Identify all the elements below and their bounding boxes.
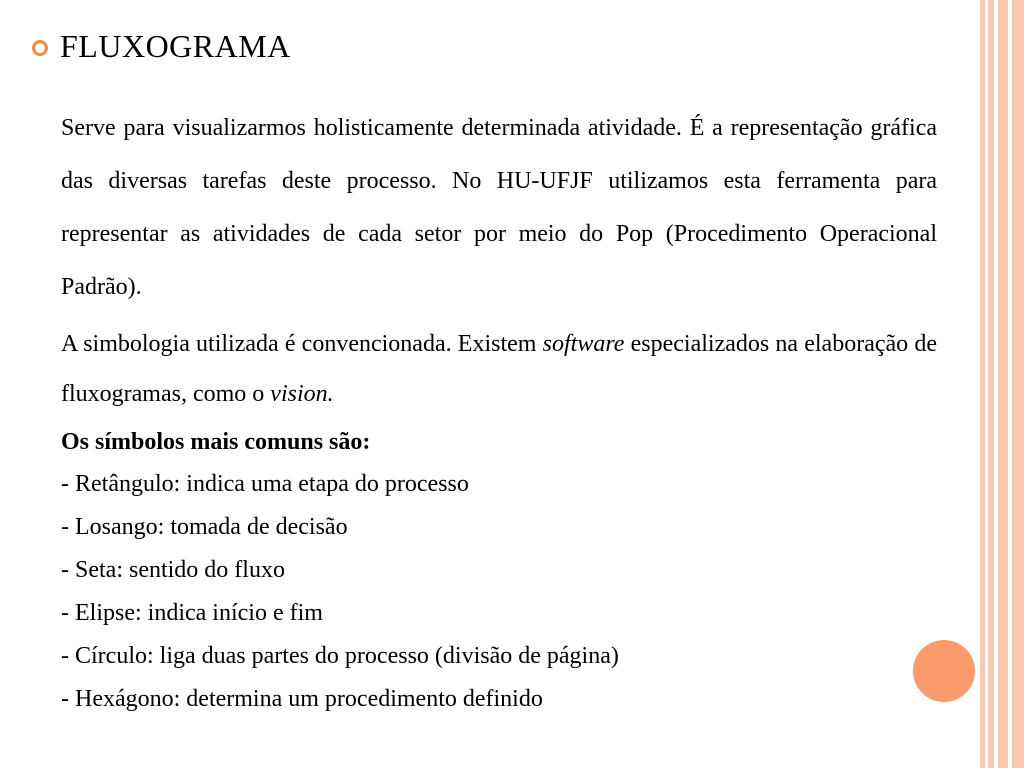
decorative-circle bbox=[913, 640, 975, 702]
vision-term: vision. bbox=[270, 381, 334, 407]
title-bullet-icon bbox=[32, 40, 48, 56]
symbology-paragraph bbox=[61, 319, 937, 419]
symbols-list bbox=[61, 467, 619, 725]
list-item: - Retângulo: indica uma etapa do processo bbox=[61, 471, 469, 497]
border-stripe bbox=[998, 0, 1008, 768]
paragraph-text: A simbologia utilizada é convencionada. Existem bbox=[61, 331, 543, 357]
list-item: - Círculo: liga duas partes do processo (divisão de página) bbox=[61, 643, 619, 669]
software-term: software bbox=[542, 331, 625, 357]
paragraph-text: especializados na elaboração de fluxogramas, como o bbox=[61, 331, 937, 407]
list-item: - Elipse: indica início e fim bbox=[61, 600, 323, 626]
slide-title: FLUXOGRAMA bbox=[60, 28, 291, 64]
intro-paragraph: Serve para visualizarmos holisticamente determinada atividade. É a representação gráfica das diversas tarefas deste processo. No HU-UFJF utilizamos esta ferramenta para representar as atividades de cada setor por meio do Pop (Procedimento Operacional Padrão). bbox=[61, 115, 937, 300]
list-item: - Seta: sentido do fluxo bbox=[61, 557, 285, 583]
border-stripe bbox=[1012, 0, 1024, 768]
list-item: - Losango: tomada de decisão bbox=[61, 514, 348, 540]
symbols-heading: Os símbolos mais comuns são: bbox=[61, 429, 371, 455]
list-item: - Hexágono: determina um procedimento definido bbox=[61, 686, 543, 712]
